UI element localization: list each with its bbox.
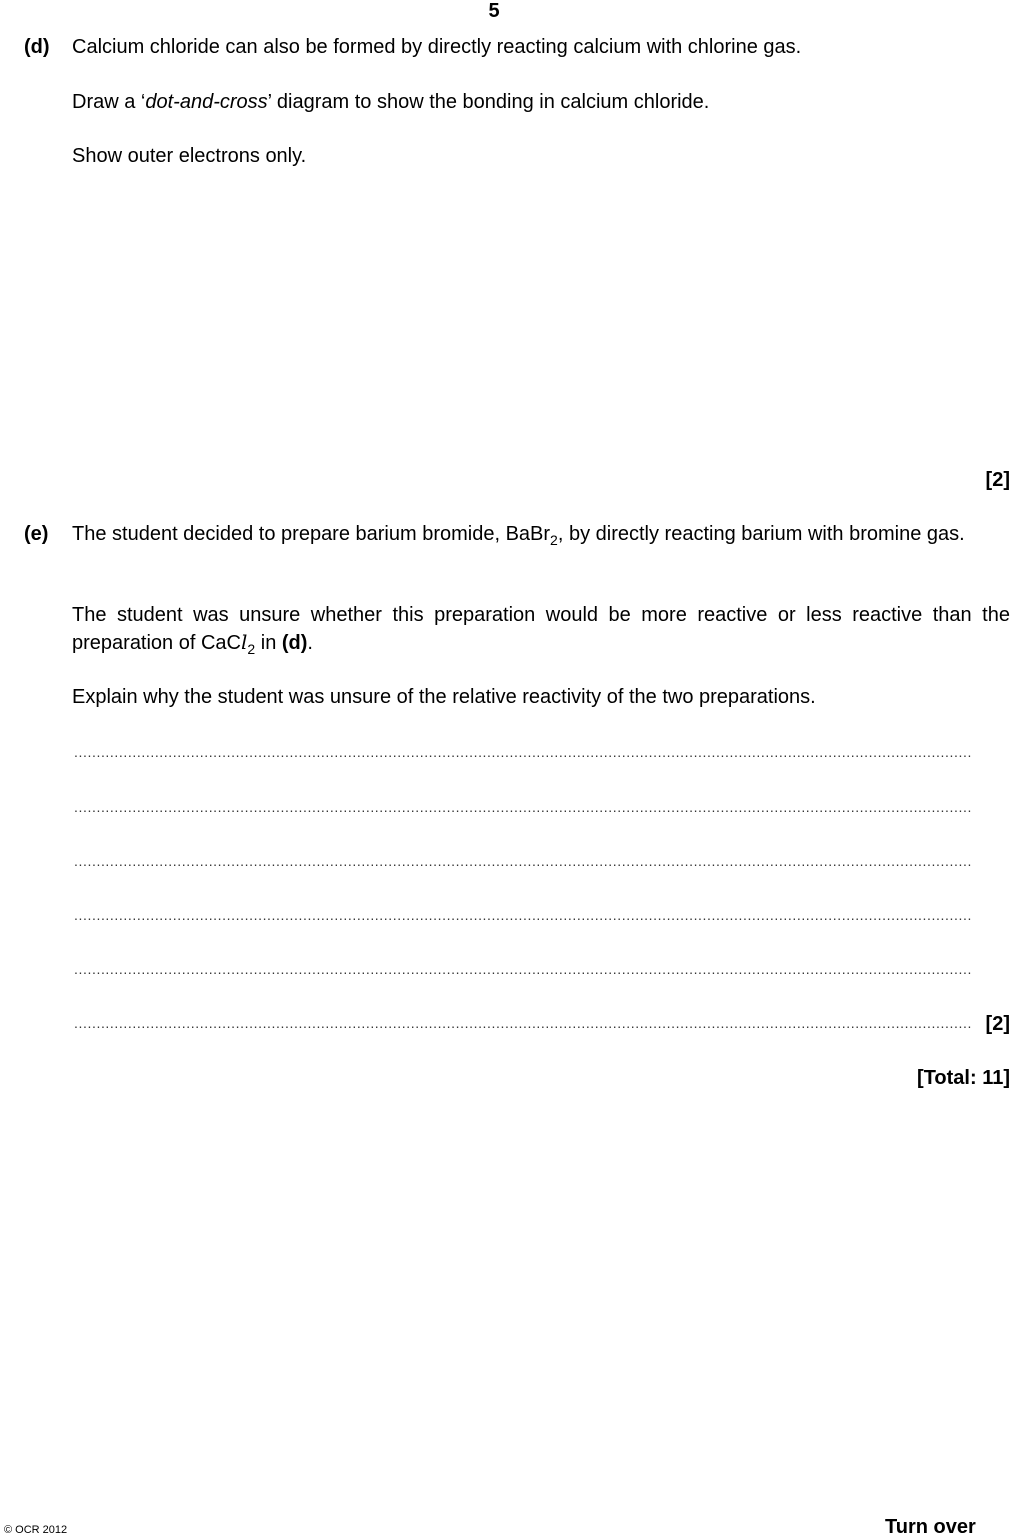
- copyright: © OCR 2012: [4, 1524, 68, 1536]
- part-d-statement: Calcium chloride can also be formed by directly reacting calcium with chlorine gas.: [72, 36, 802, 58]
- answer-line[interactable]: ........................................................................................................................................................................................................: [74, 799, 972, 815]
- part-e-p2-end: .: [307, 632, 313, 654]
- part-e-p2-bold: (d): [281, 632, 308, 654]
- part-e-p1-pre: The student decided to prepare barium bromide, BaBr: [72, 523, 551, 545]
- part-e-paragraph-1: [72, 521, 1010, 548]
- part-e-p1-post: , by directly reacting barium with bromine gas.: [557, 523, 965, 545]
- question-label-d: (d): [24, 36, 50, 58]
- part-e-p2-mid: in: [255, 632, 282, 654]
- answer-line[interactable]: ........................................................................................................................................................................................................: [74, 1015, 972, 1031]
- part-d-instruction-post: ’ diagram to show the bonding in calcium chloride.: [267, 91, 710, 113]
- part-e-paragraph-3: Explain why the student was unsure of the relative reactivity of the two preparations.: [72, 686, 816, 708]
- answer-line[interactable]: ........................................................................................................................................................................................................: [74, 907, 972, 923]
- answer-line[interactable]: ........................................................................................................................................................................................................: [74, 853, 972, 869]
- part-e-p1-sub: 2: [550, 532, 558, 548]
- part-d-instruction-pre: Draw a ‘: [72, 91, 146, 113]
- part-d-marks: [2]: [985, 469, 1010, 491]
- question-label-e: (e): [24, 523, 49, 545]
- answer-line[interactable]: ........................................................................................................................................................................................................: [74, 961, 972, 977]
- part-e-marks: [2]: [985, 1013, 1010, 1035]
- part-e-p2-l: l: [240, 630, 248, 654]
- answer-line[interactable]: ........................................................................................................................................................................................................: [74, 744, 972, 760]
- part-d-instruction-italic: dot-and-cross: [145, 91, 268, 113]
- part-d-instruction: [72, 89, 1010, 116]
- part-e-p2-pre: The student was unsure whether this preparation would be more reactive or less reactive than the preparation of CaC: [72, 604, 1010, 654]
- part-e-p2-sub: 2: [247, 641, 256, 657]
- drawing-area[interactable]: [72, 175, 1010, 460]
- turn-over: Turn over: [885, 1516, 976, 1538]
- page-number: 5: [488, 0, 500, 22]
- part-d-note: Show outer electrons only.: [72, 145, 307, 167]
- part-e-paragraph-2: [72, 602, 1010, 657]
- total-marks: [Total: 11]: [917, 1067, 1010, 1089]
